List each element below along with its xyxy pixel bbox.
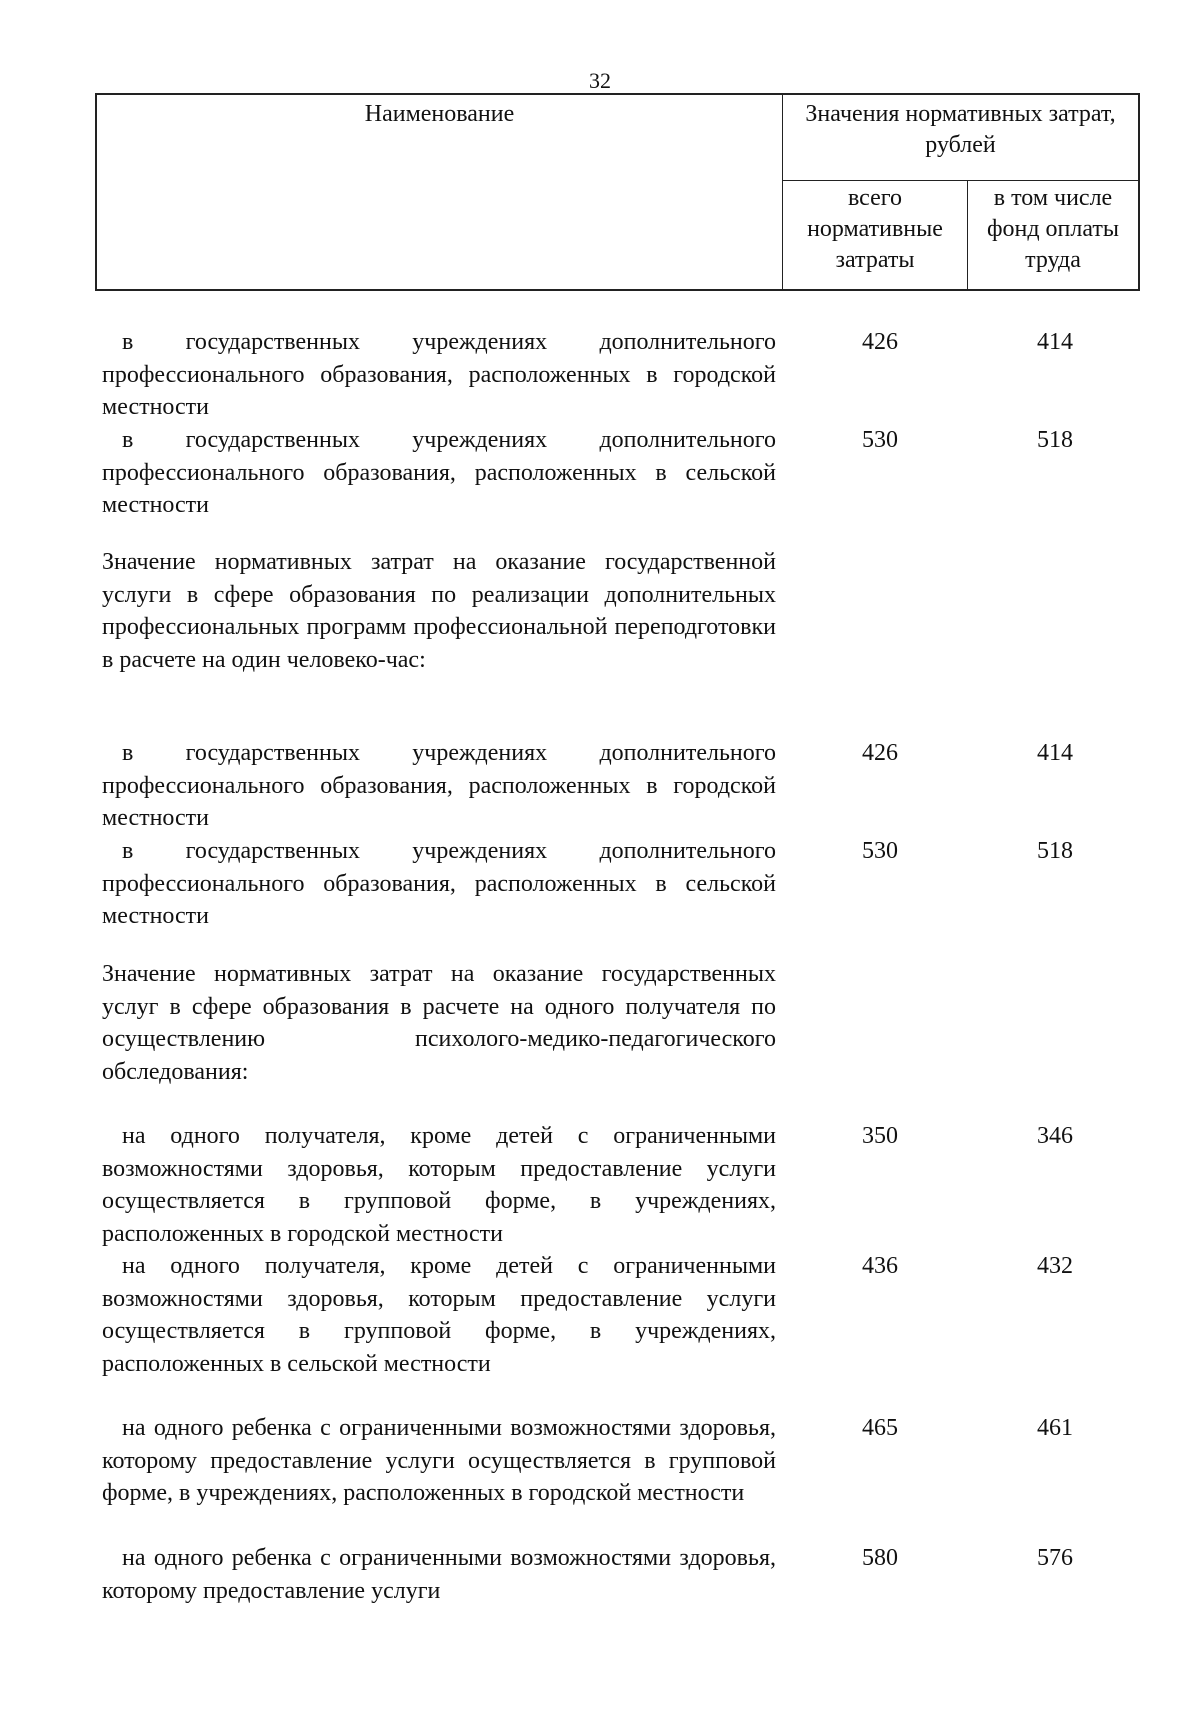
column-header-name: Наименование [97,95,783,289]
column-header-values: Значения нормативных затрат, рублей [783,95,1138,181]
row-total: 580 [862,1545,898,1571]
row-name: на одного ребенка с ограниченными возможностями здоровья, которому предоставление услуги осуществляется в групповой форме, в учреждениях, расположенных в городской местности [102,1415,776,1506]
row-name: в государственных учреждениях дополнительного профессионального образования, расположенных в городской местности [102,740,776,831]
row-total: 465 [862,1415,898,1441]
column-header-total: всего нормативные затраты [783,181,968,289]
row-name: в государственных учреждениях дополнительного профессионального образования, расположенных в сельской местности [102,427,776,518]
row-payroll: 414 [1037,740,1073,766]
row-name: на одного ребенка с ограниченными возможностями здоровья, которому предоставление услуги [102,1545,776,1604]
section-heading: Значение нормативных затрат на оказание государственных услуг в сфере образования в расчете на одного получателя по осуществлению психолого-медико-педагогического обследования: [102,961,776,1085]
row-name: на одного получателя, кроме детей с ограниченными возможностями здоровья, которым предоставление услуги осуществляется в групповой форме, в учреждениях, расположенных в городской местности [102,1123,776,1247]
row-total: 426 [862,740,898,766]
row-payroll: 518 [1037,427,1073,453]
row-total: 436 [862,1253,898,1279]
column-header-payroll: в том числе фонд оплаты труда [986,185,1120,273]
row-name: в государственных учреждениях дополнительного профессионального образования, расположенных в городской местности [102,329,776,420]
row-total: 426 [862,329,898,355]
row-total: 350 [862,1123,898,1149]
page-number: 32 [589,68,611,93]
row-payroll: 576 [1037,1545,1073,1571]
row-name: в государственных учреждениях дополнительного профессионального образования, расположенных в сельской местности [102,838,776,929]
row-payroll: 432 [1037,1253,1073,1279]
row-payroll: 414 [1037,329,1073,355]
section-heading: Значение нормативных затрат на оказание государственной услуги в сфере образования по реализации дополнительных профессиональных программ профессиональной переподготовки в расчете на один человеко-час: [102,549,776,673]
row-payroll: 461 [1037,1415,1073,1441]
row-payroll: 518 [1037,838,1073,864]
row-payroll: 346 [1037,1123,1073,1149]
row-name: на одного получателя, кроме детей с ограниченными возможностями здоровья, которым предоставление услуги осуществляется в групповой форме, в учреждениях, расположенных в сельской местности [102,1253,776,1377]
row-total: 530 [862,427,898,453]
row-total: 530 [862,838,898,864]
